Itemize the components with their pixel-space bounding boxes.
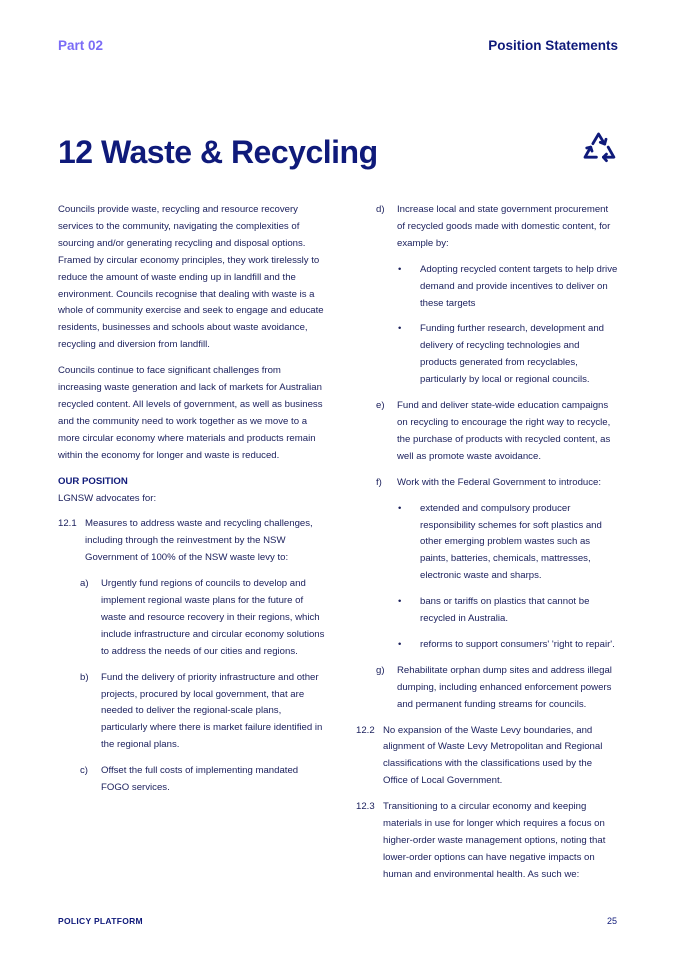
sub-item-letter: d) bbox=[376, 204, 385, 215]
sub-item-letter: c) bbox=[80, 765, 88, 777]
sub-item-f bbox=[376, 475, 618, 492]
part-label: Part 02 bbox=[58, 38, 104, 53]
sub-item-text: Fund and deliver state-wide education campaigns on recycling to encourage the right way to recycle, the purchase of products with recycled content, as well as promote waste avoidance. bbox=[397, 400, 611, 462]
position-item-12-3 bbox=[356, 799, 618, 884]
item-number: 12.3 bbox=[356, 801, 375, 813]
bullet-icon: • bbox=[398, 263, 402, 275]
bullet-text: bans or tariffs on plastics that cannot be recycled in Australia. bbox=[420, 596, 590, 625]
bullet-text: extended and compulsory producer responsibility schemes for soft plastics and other emerging problem wastes such as paints, batteries, chemicals, mattresses, electronic waste and sharps. bbox=[420, 502, 602, 582]
item-text: No expansion of the Waste Levy boundaries, and alignment of Waste Levy Metropolitan and Regional classifications with the classifications used by the Office of Local Government. bbox=[383, 724, 603, 787]
bullet-item bbox=[398, 637, 618, 654]
sub-item-a bbox=[80, 576, 326, 661]
bullet-list bbox=[398, 501, 618, 654]
item-text: Transitioning to a circular economy and keeping materials in use for longer which requires a focus on higher-order waste management options, noting that lower-order options can have negative impacts on human and environmental health. As such we: bbox=[383, 801, 606, 880]
sub-item-text: Increase local and state government procurement of recycled goods made with domestic content, for example by: bbox=[397, 204, 611, 249]
position-item-12-1 bbox=[58, 516, 326, 567]
sub-item-letter: g) bbox=[376, 664, 385, 676]
bullet-icon: • bbox=[398, 638, 402, 650]
bullet-icon: • bbox=[398, 502, 402, 514]
left-column bbox=[58, 202, 326, 806]
sub-item-d bbox=[376, 202, 618, 253]
intro-paragraph: Councils provide waste, recycling and resource recovery services to the community, navigating the complexities of sourcing and/or generating recycling and disposal options. Framed by circular economy principles, they work tirelessly to reduce the amount of waste ending up in landfill and the environment. Councils recognise that dealing with waste is a whole of community exercise and seek to engage and educate residents, businesses and schools about waste avoidance, recycling and diversion from landfill. bbox=[58, 204, 324, 351]
bullet-text: reforms to support consumers' 'right to repair'. bbox=[420, 638, 615, 650]
section-title: Position Statements bbox=[488, 38, 618, 53]
sub-item-c bbox=[80, 763, 326, 797]
sub-item-letter: b) bbox=[80, 671, 89, 683]
bullet-item bbox=[398, 321, 618, 389]
sub-item-g bbox=[376, 663, 618, 714]
sub-items-list bbox=[376, 202, 618, 714]
advocates-lead: LGNSW advocates for: bbox=[58, 492, 157, 504]
bullet-list bbox=[398, 262, 618, 389]
sub-item-text: Work with the Federal Government to introduce: bbox=[397, 476, 602, 488]
bullet-item bbox=[398, 262, 618, 313]
bullet-item bbox=[398, 501, 618, 586]
item-number: 12.1 bbox=[58, 518, 77, 530]
bullet-text: Funding further research, development and delivery of recycling technologies and products generated from recyclables, particularly by local or regional councils. bbox=[420, 323, 604, 386]
sub-item-text: Offset the full costs of implementing mandated FOGO services. bbox=[101, 765, 299, 794]
item-number: 12.2 bbox=[356, 724, 375, 736]
bullet-text: Adopting recycled content targets to help drive demand and provide incentives to deliver on these targets bbox=[420, 263, 618, 309]
page-title: 12 Waste & Recycling bbox=[58, 134, 378, 170]
recycle-icon bbox=[578, 127, 620, 169]
intro-paragraph: Councils continue to face significant challenges from increasing waste generation and lack of markets for Australian recycled content. All levels of government, as well as business and the community need to work together as we move to a more circular economy where materials and products remain within the economy for longer and waste is reduced. bbox=[58, 365, 323, 461]
sub-item-e bbox=[376, 398, 618, 466]
our-position-heading: OUR POSITION bbox=[58, 475, 128, 487]
bullet-icon: • bbox=[398, 596, 402, 608]
sub-item-text: Rehabilitate orphan dump sites and address illegal dumping, including enhanced enforcement powers and permanent funding streams for councils. bbox=[397, 664, 612, 710]
item-text: Measures to address waste and recycling challenges, including through the reinvestment by the NSW Government of 100% of the NSW waste levy to: bbox=[85, 518, 313, 564]
sub-item-letter: a) bbox=[80, 578, 89, 590]
sub-item-b bbox=[80, 670, 326, 755]
sub-items-list bbox=[80, 576, 326, 797]
footer-label: POLICY PLATFORM bbox=[58, 916, 143, 926]
bullet-icon: • bbox=[398, 323, 402, 335]
sub-item-text: Urgently fund regions of councils to develop and implement regional waste plans for the future of waste and resource recovery in their regions, which include infrastructure and circular economy solutions to address the needs of our cities and regions. bbox=[101, 578, 325, 657]
right-column bbox=[356, 202, 618, 893]
position-item-12-2 bbox=[356, 723, 618, 791]
sub-item-letter: f) bbox=[376, 476, 382, 488]
bullet-item bbox=[398, 594, 618, 628]
sub-item-text: Fund the delivery of priority infrastructure and other projects, procured by local government, that are needed to deliver the regional-scale plans, particularly where there is market failure identified in the regional plans. bbox=[101, 671, 323, 751]
sub-item-letter: e) bbox=[376, 400, 385, 412]
page-number: 25 bbox=[606, 916, 617, 926]
